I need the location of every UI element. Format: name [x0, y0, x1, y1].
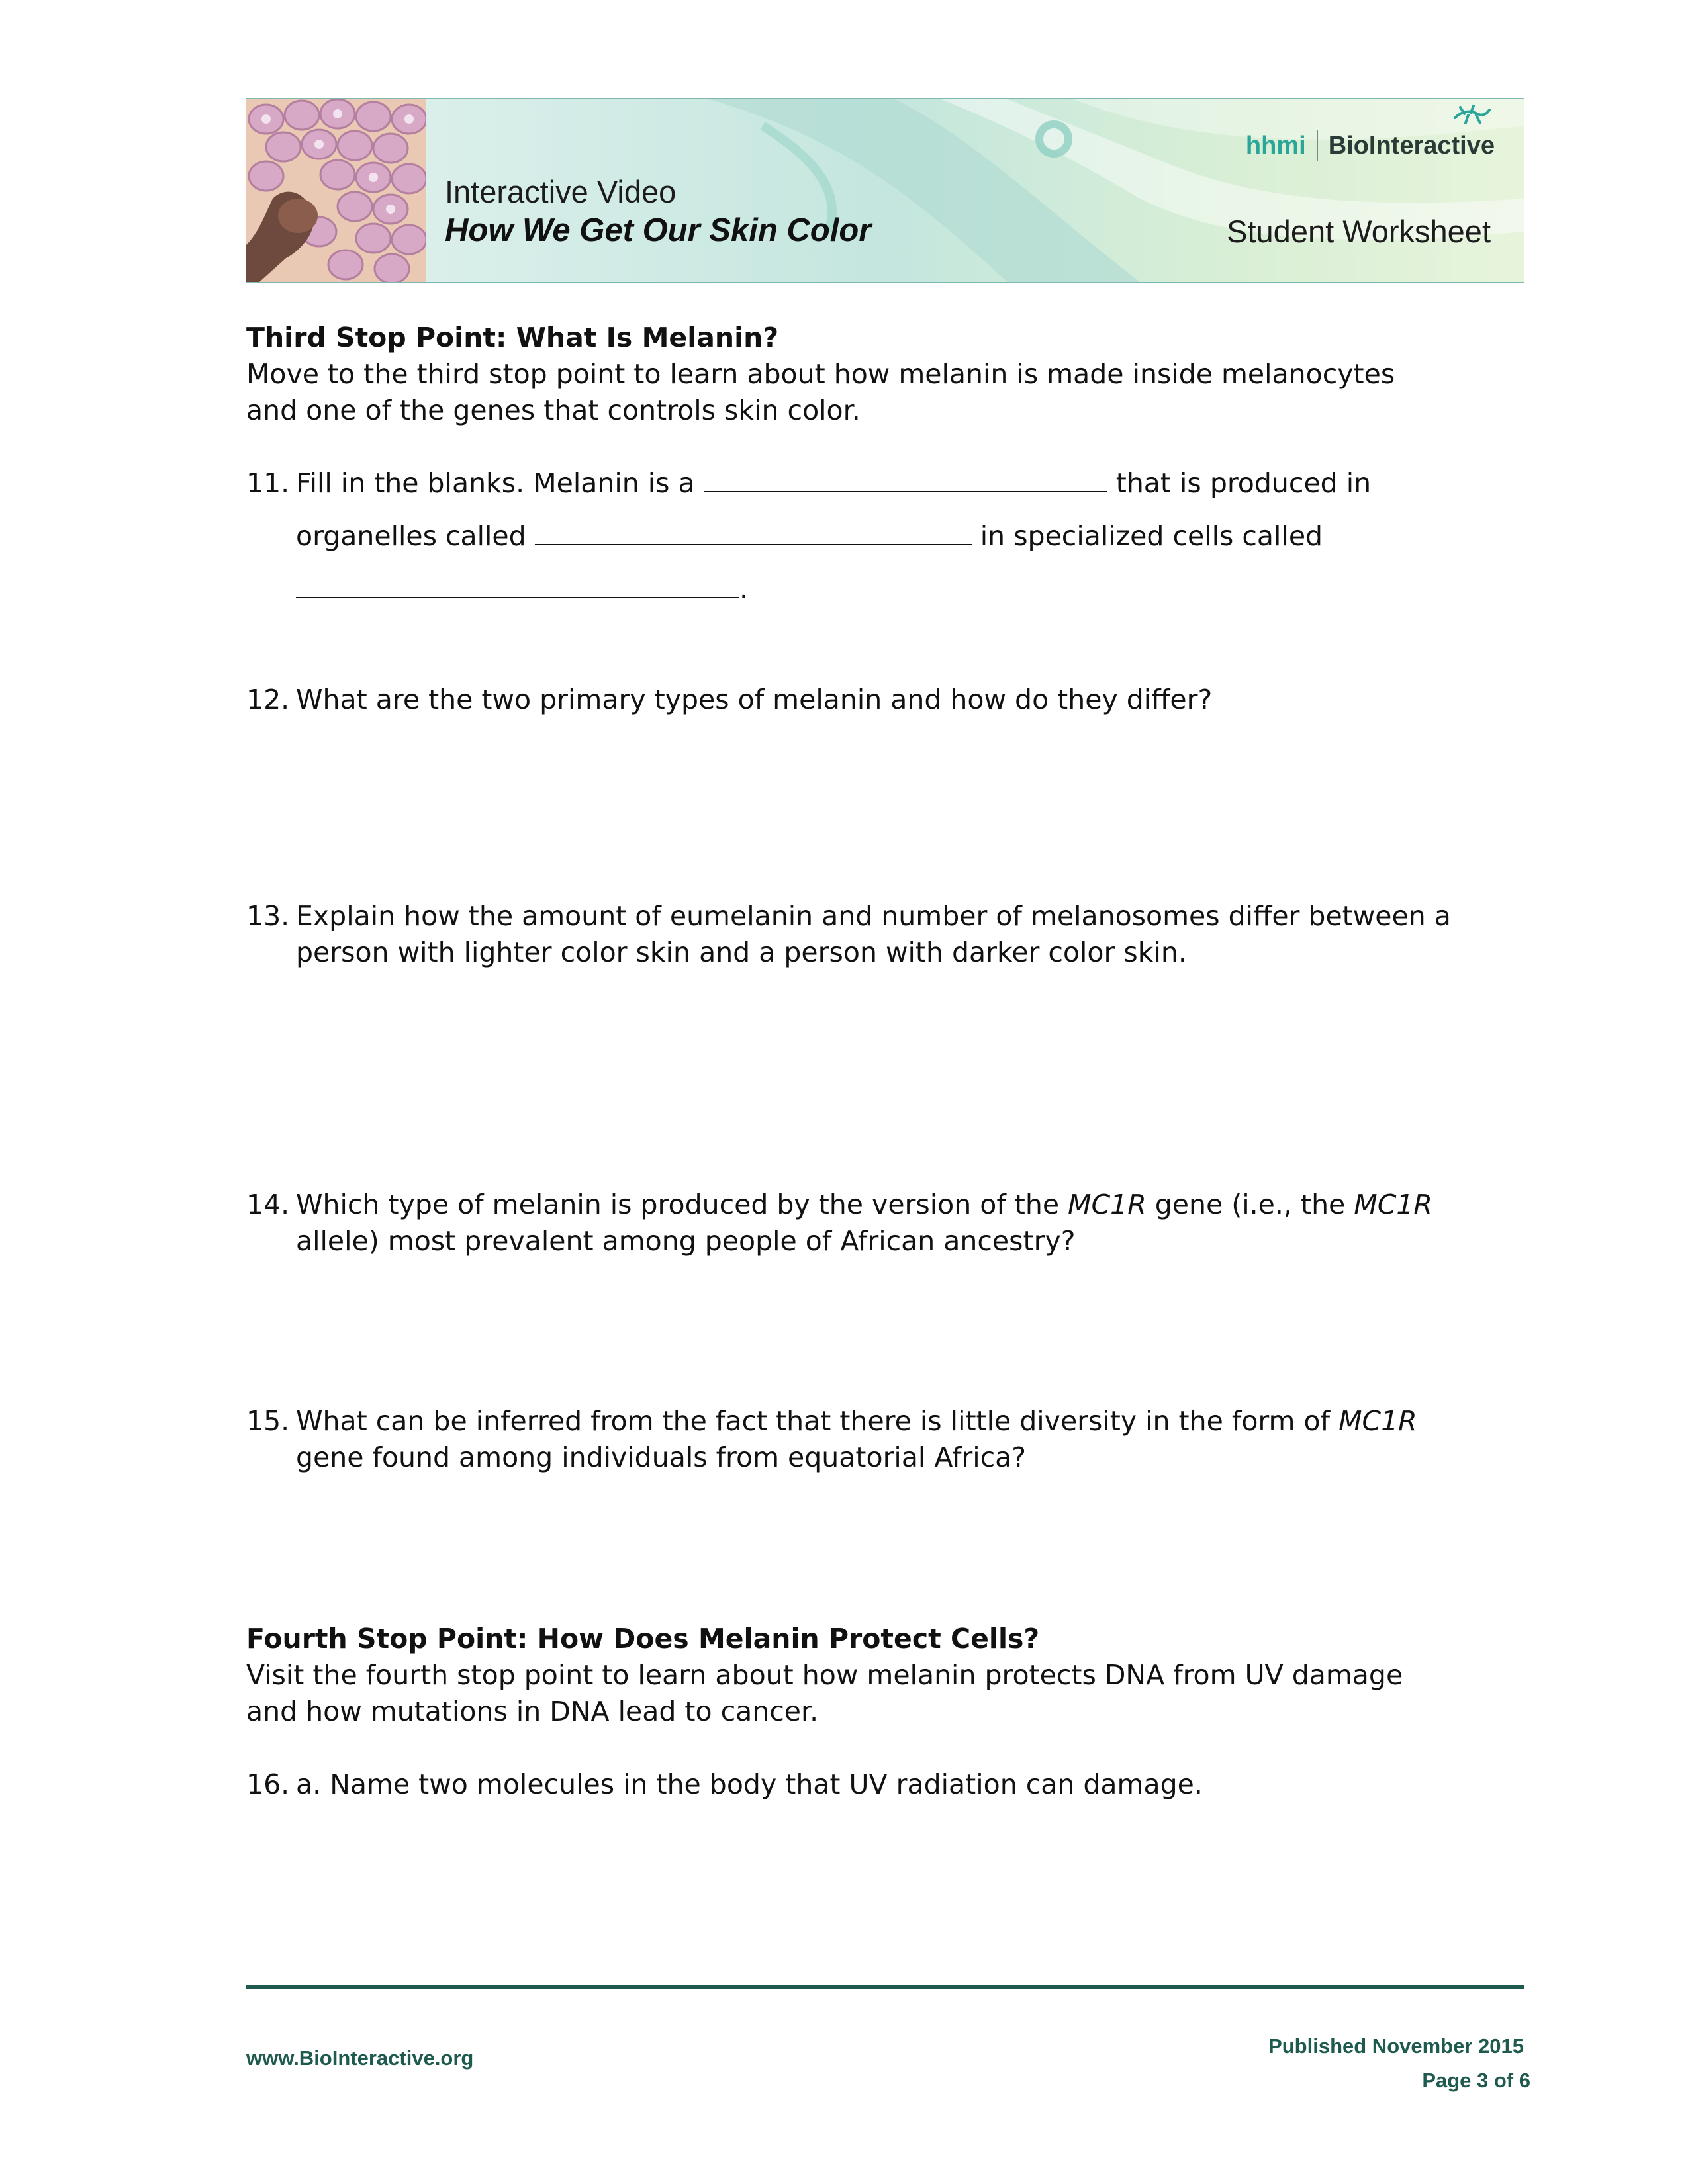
question-text: a. Name two molecules in the body that UV radiation can damage. [296, 1768, 1203, 1800]
question-text [296, 1187, 1451, 1259]
q14-text-b: gene (i.e., the [1154, 1189, 1346, 1220]
question-12 [246, 682, 1451, 721]
gene-name: MC1R [1354, 1189, 1432, 1220]
q11-text-2: that is produced in [1115, 467, 1372, 499]
question-text: What are the two primary types of melanin and how do they differ? [296, 684, 1213, 715]
section-heading: Third Stop Point: What Is Melanin? [246, 322, 779, 353]
hhmi-biointeractive-logo [1246, 124, 1495, 167]
question-11 [246, 465, 1451, 624]
footer-published-date: Published November 2015 [1268, 2034, 1524, 2058]
q14-text-a: Which type of melanin is produced by the version of the [296, 1189, 1060, 1220]
section-intro: Move to the third stop point to learn about how melanin is made inside melanocytes and one of the genes that controls skin color. [246, 358, 1395, 426]
video-title: How We Get Our Skin Color [445, 212, 872, 248]
q11-text-1: Fill in the blanks. Melanin is a [296, 467, 695, 499]
section-heading: Fourth Stop Point: How Does Melanin Protect Cells? [246, 1623, 1040, 1655]
blank-specialized-cells[interactable] [296, 572, 739, 598]
question-number: 13. [246, 900, 290, 932]
section-third-stop [246, 320, 1451, 429]
q11-text-4: in specialized cells called [980, 520, 1323, 552]
question-number: 16. [246, 1768, 290, 1800]
section-intro: Visit the fourth stop point to learn about how melanin protects DNA from UV damage and how mutations in DNA lead to cancer. [246, 1659, 1403, 1727]
q14-text-c: allele) most prevalent among people of African ancestry? [296, 1225, 1076, 1257]
q15-text-a: What can be inferred from the fact that there is little diversity in the form of [296, 1405, 1331, 1437]
question-number: 12. [246, 684, 290, 715]
blank-melanin-type[interactable] [704, 466, 1107, 492]
question-text: Explain how the amount of eumelanin and number of melanosomes differ between a person with lighter color skin and a person with darker color skin. [296, 900, 1451, 968]
question-15 [246, 1403, 1451, 1482]
worksheet-type-label: Student Worksheet [1227, 214, 1491, 249]
question-16 [246, 1766, 1451, 1806]
footer-page-number: Page 3 of 6 [1422, 2069, 1530, 2092]
logo-hhmi-text: hhmi [1245, 131, 1306, 159]
lizard-icon [1451, 103, 1491, 130]
question-13 [246, 898, 1451, 978]
logo-divider [1317, 130, 1318, 161]
footer-website-link[interactable]: www.BioInteractive.org [246, 2046, 474, 2070]
gene-name: MC1R [1338, 1405, 1417, 1437]
video-type-label: Interactive Video [445, 174, 677, 209]
question-number: 15. [246, 1405, 290, 1437]
question-14 [246, 1187, 1451, 1266]
q15-text-b: gene found among individuals from equatorial Africa? [296, 1441, 1027, 1473]
blank-organelles[interactable] [535, 519, 972, 545]
question-number: 14. [246, 1189, 290, 1220]
q11-text-5: . [739, 573, 749, 605]
logo-brand-text: BioInteractive [1328, 131, 1495, 159]
header-banner [246, 98, 1524, 283]
footer-divider [246, 1985, 1524, 1989]
section-fourth-stop [246, 1621, 1451, 1730]
q11-text-3: organelles called [296, 520, 526, 552]
gene-name: MC1R [1068, 1189, 1147, 1220]
skin-cells-illustration [246, 99, 426, 282]
question-number: 11. [246, 467, 290, 499]
question-text [296, 1403, 1451, 1476]
